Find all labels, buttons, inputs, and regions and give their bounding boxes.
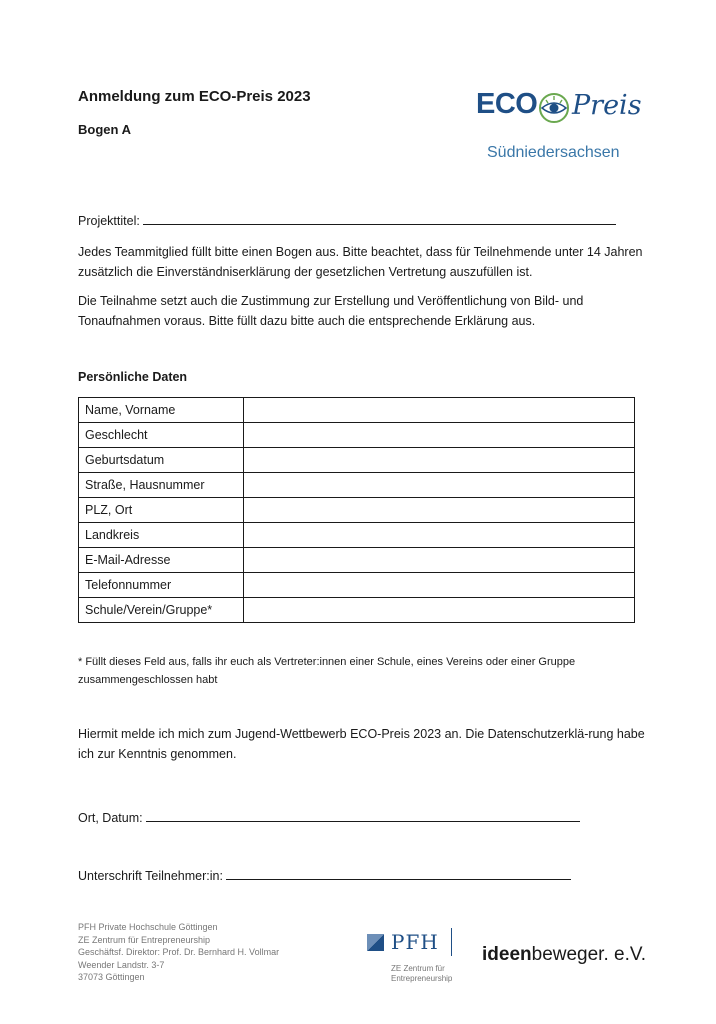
- field-label: Straße, Hausnummer: [79, 473, 244, 498]
- field-input[interactable]: [244, 498, 635, 523]
- table-row: [79, 448, 635, 473]
- footer-address-line: Weender Landstr. 3-7: [78, 959, 165, 970]
- eco-preis-logo: [474, 80, 664, 170]
- pfh-logo: [367, 928, 467, 988]
- ideen-bold-text: ideen: [482, 944, 532, 965]
- pfh-text: PFH: [391, 930, 439, 954]
- pfh-mark-icon: [367, 934, 384, 951]
- table-row: [79, 573, 635, 598]
- ideenbeweger-logo: [482, 944, 646, 966]
- table-row: [79, 398, 635, 423]
- footer-address: [78, 921, 279, 984]
- field-input[interactable]: [244, 573, 635, 598]
- footnote: * Füllt dieses Feld aus, falls ihr euch als Vertreter:innen einer Schule, eines Vereins oder einer Gruppe zusammengeschlossen habt: [78, 656, 576, 686]
- pfh-subtitle-line-1: ZE Zentrum für: [391, 964, 445, 973]
- footer-address-line: PFH Private Hochschule Göttingen: [78, 922, 218, 932]
- field-label: Geschlecht: [79, 423, 244, 448]
- field-input[interactable]: [244, 448, 635, 473]
- field-input[interactable]: [244, 423, 635, 448]
- pfh-subtitle: [391, 964, 452, 984]
- table-row: [79, 423, 635, 448]
- pfh-subtitle-line-2: Entrepreneurship: [391, 974, 453, 983]
- project-title-field[interactable]: [143, 212, 616, 225]
- eye-icon: [537, 91, 571, 125]
- field-label: Name, Vorname: [79, 398, 244, 423]
- table-row: [79, 523, 635, 548]
- table-row: [79, 598, 635, 623]
- field-label: Landkreis: [79, 523, 244, 548]
- field-input[interactable]: [244, 548, 635, 573]
- table-row: [79, 498, 635, 523]
- table-row: [79, 473, 635, 498]
- field-input[interactable]: [244, 598, 635, 623]
- pfh-divider: [451, 928, 452, 956]
- field-label: PLZ, Ort: [79, 498, 244, 523]
- project-title-row: [78, 211, 616, 231]
- field-label: E-Mail-Adresse: [79, 548, 244, 573]
- logo-region-text: Südniedersachsen: [487, 144, 620, 161]
- logo-eco-text: ECO: [476, 88, 538, 120]
- ideen-rest-text: beweger: [531, 944, 604, 965]
- field-input[interactable]: [244, 398, 635, 423]
- page-subtitle: Bogen A: [78, 122, 131, 137]
- declaration-text: Hiermit melde ich mich zum Jugend-Wettbewerb ECO-Preis 2023 an. Die Datenschutzerklä-rung habe ich zur Kenntnis genommen.: [78, 727, 645, 761]
- signature-field[interactable]: [226, 867, 571, 880]
- logo-preis-text: Preis: [572, 90, 642, 121]
- page-title: Anmeldung zum ECO-Preis 2023: [78, 88, 311, 105]
- intro-paragraph-1: Jedes Teammitglied füllt bitte einen Bogen aus. Bitte beachtet, dass für Teilnehmende unter 14 Jahren zusätzlich die Einverständniserklärung der gesetzlichen Vertretung auszufüllen ist.: [78, 245, 643, 279]
- footer-address-line: ZE Zentrum für Entrepreneurship: [78, 934, 211, 945]
- field-input[interactable]: [244, 473, 635, 498]
- place-date-label: Ort, Datum:: [78, 811, 143, 825]
- table-row: [79, 548, 635, 573]
- project-title-label: Projekttitel:: [78, 214, 140, 228]
- ideen-suffix-text: . e.V.: [603, 944, 647, 965]
- field-input[interactable]: [244, 523, 635, 548]
- personal-data-table: [78, 397, 635, 623]
- place-date-field[interactable]: [146, 809, 580, 822]
- place-date-row: [78, 808, 580, 828]
- signature-label: Unterschrift Teilnehmer:in:: [78, 869, 223, 883]
- footer-address-line: 37073 Göttingen: [78, 972, 145, 982]
- field-label: Telefonnummer: [79, 573, 244, 598]
- field-label: Geburtsdatum: [79, 448, 244, 473]
- intro-paragraph-2: Die Teilnahme setzt auch die Zustimmung zur Erstellung und Veröffentlichung von Bild- und Tonaufnahmen voraus. Bitte füllt dazu bitte auch die entsprechende Erklärung aus.: [78, 294, 584, 328]
- signature-row: [78, 866, 571, 886]
- footer-address-line: Geschäftsf. Direktor: Prof. Dr. Bernhard H. Vollmar: [78, 947, 280, 957]
- field-label: Schule/Verein/Gruppe*: [79, 598, 244, 623]
- personal-data-heading: Persönliche Daten: [78, 370, 188, 384]
